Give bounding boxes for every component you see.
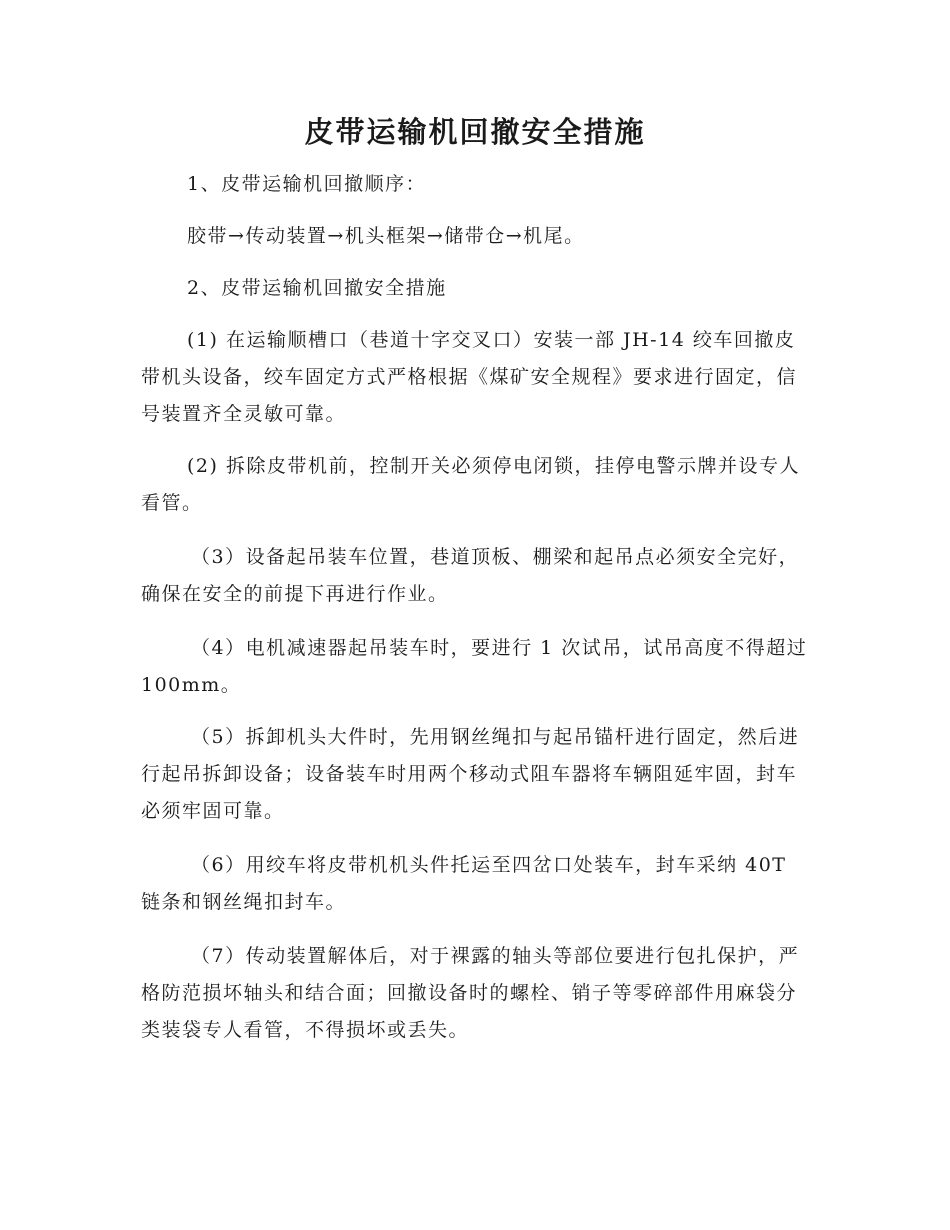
paragraph-measure-5: （5）拆卸机头大件时，先用钢丝绳扣与起吊锚杆进行固定，然后进行起吊拆卸设备；设备装车时用两个移动式阻车器将车辆阻延牢固，封车必须牢固可靠。 [141, 726, 800, 822]
paragraph-measure-1: (1) 在运输顺槽口（巷道十字交叉口）安装一部 JH-14 绞车回撤皮带机头设备，绞车固定方式严格根据《煤矿安全规程》要求进行固定，信号装置齐全灵敏可靠。 [141, 329, 798, 425]
document-title: 皮带运输机回撤安全措施 [304, 115, 646, 149]
paragraph-measure-3: （3）设备起吊装车位置，巷道顶板、棚梁和起吊点必须安全完好，确保在安全的前提下再进行作业。 [141, 546, 800, 605]
paragraph-measure-7: （7）传动装置解体后，对于裸露的轴头等部位要进行包扎保护，严格防范损坏轴头和结合面；回撤设备时的螺栓、销子等零碎部件用麻袋分类装袋专人看管，不得损坏或丢失。 [141, 945, 800, 1041]
paragraph-retraction-sequence: 胶带→传动装置→机头框架→储带仓→机尾。 [187, 225, 585, 247]
paragraph-measure-4: （4）电机减速器起吊装车时，要进行 1 次试吊，试吊高度不得超过 100mm。 [141, 637, 808, 696]
paragraph-measure-2: (2) 拆除皮带机前，控制开关必须停电闭锁，挂停电警示牌并设专人看管。 [141, 455, 800, 514]
paragraph-measure-6: （6）用绞车将皮带机机头件托运至四岔口处装车，封车采纳 40T 链条和钢丝绳扣封车。 [141, 854, 787, 913]
paragraph-retraction-order-heading: 1、皮带运输机回撤顺序： [187, 173, 427, 195]
paragraph-safety-measures-heading: 2、皮带运输机回撤安全措施 [187, 277, 447, 299]
